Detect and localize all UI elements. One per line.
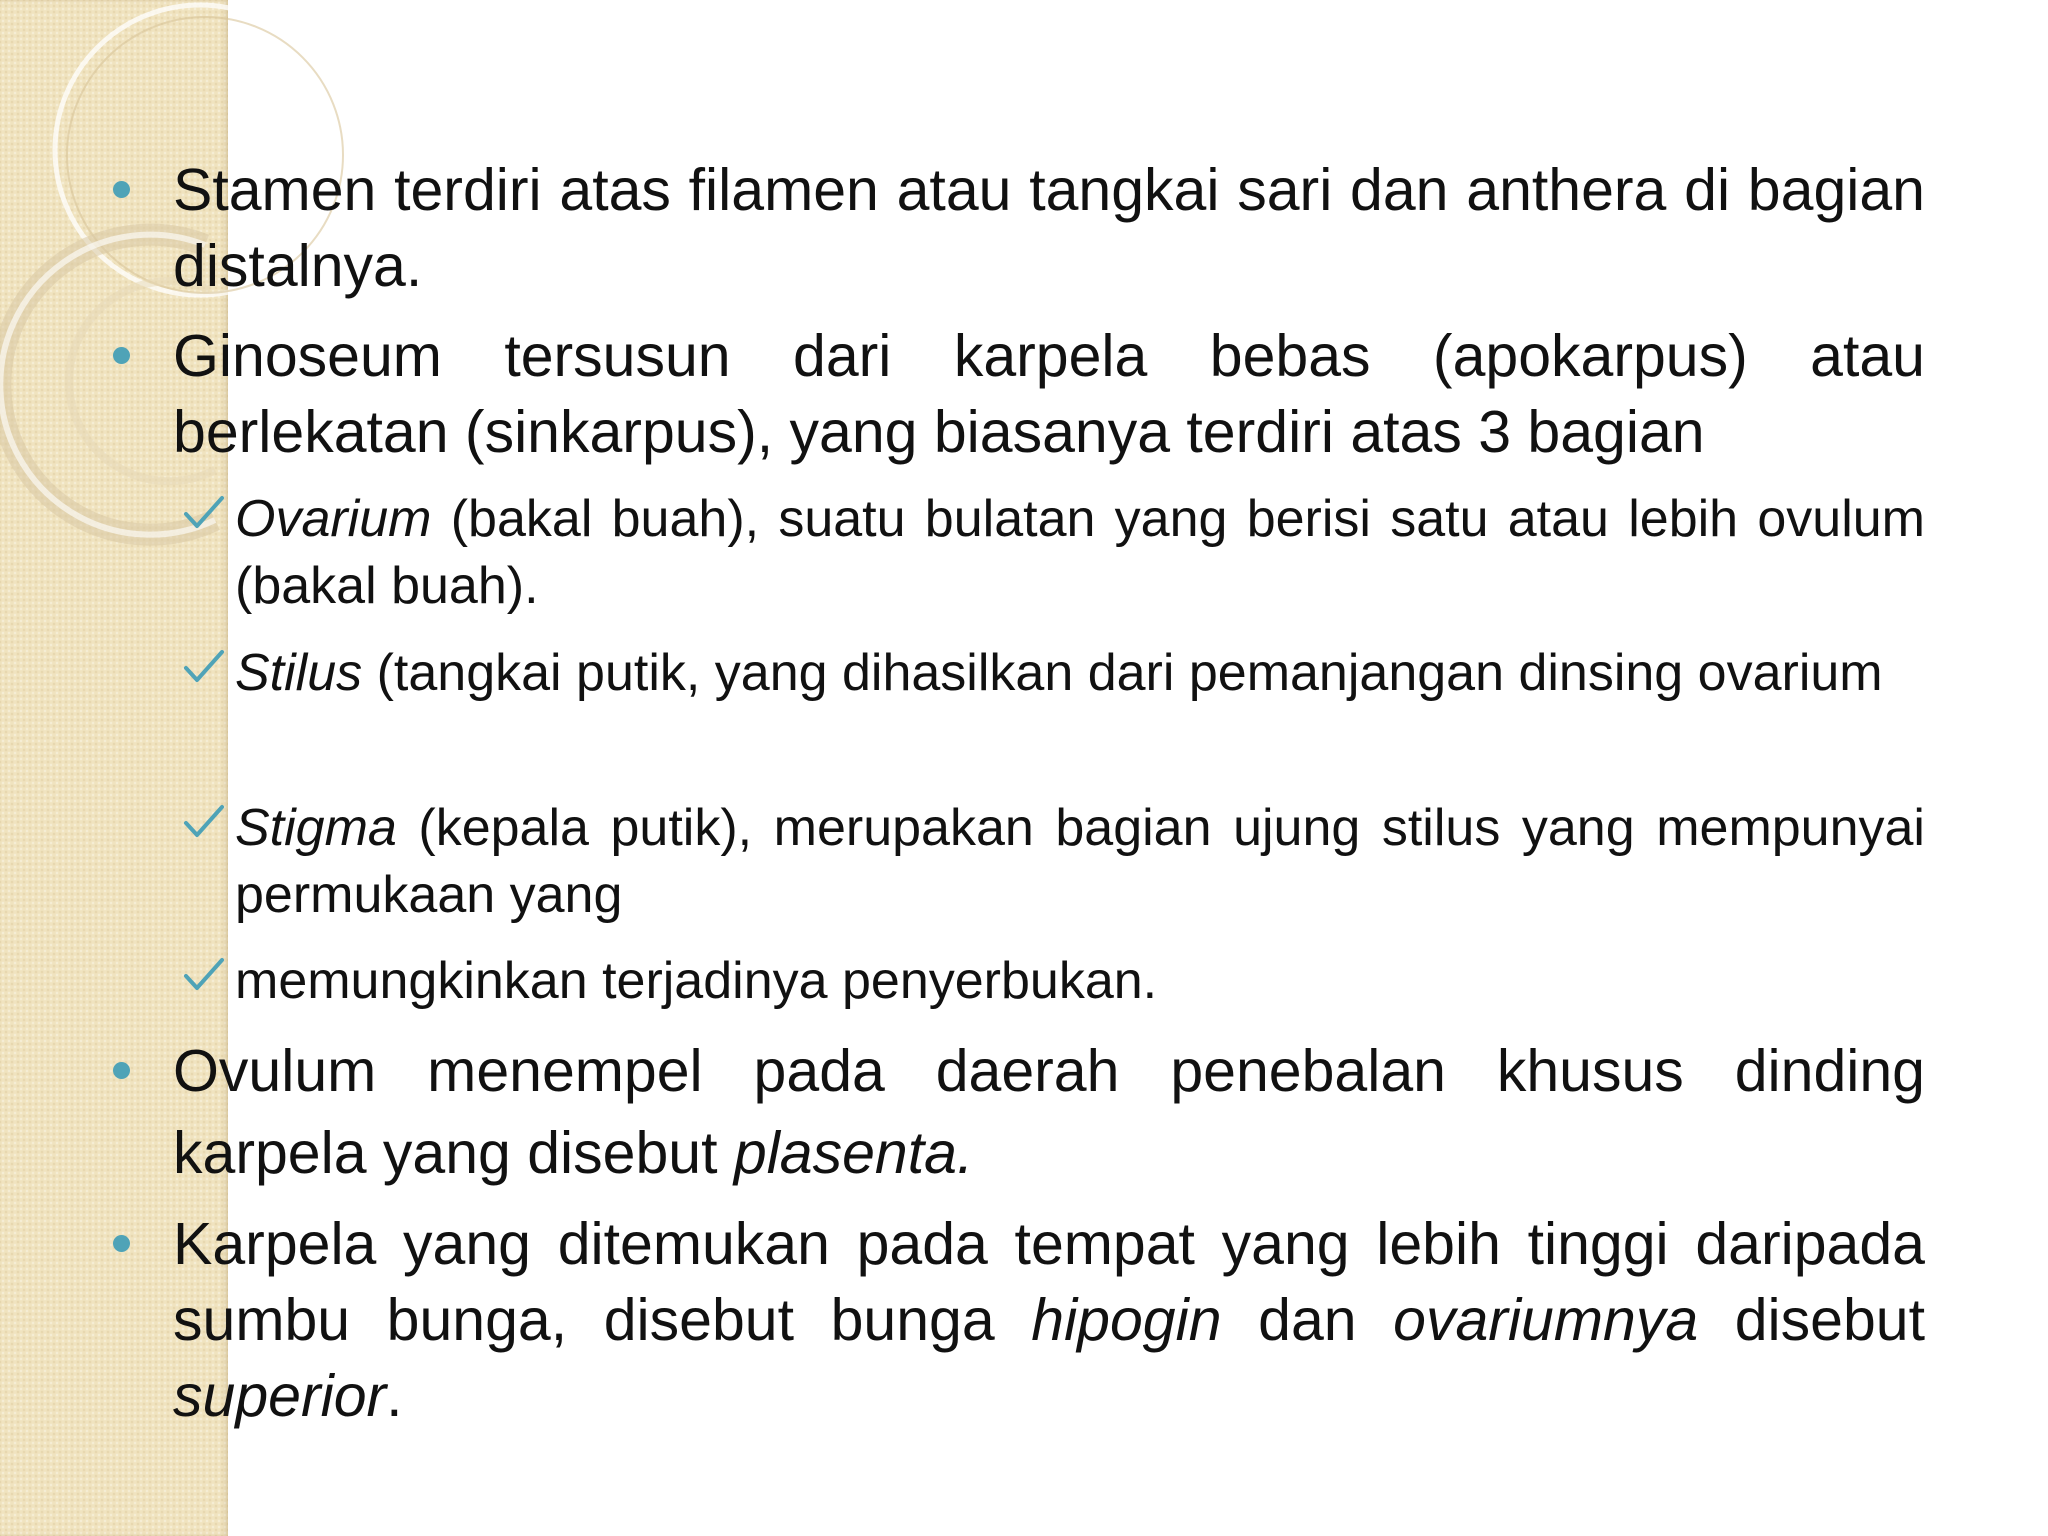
bullet-item-ovulum [173,1030,1925,1194]
sub-item-stilus [235,640,1925,707]
bullet-emphasis: plasenta. [733,1120,974,1186]
sub-item-text: (tangkai putik, yang dihasilkan dari pemanjangan dinsing ovarium [362,644,1883,702]
bullet-item-stamen [173,152,1925,304]
bullet-dot-icon [113,1062,130,1079]
sub-item-term: Stigma [235,799,397,857]
sub-item-stigma [235,795,1925,929]
sub-item-term: Ovarium [235,490,432,548]
bullet-text: Karpela yang ditemukan pada tempat yang lebih tinggi daripada sumbu bunga, disebut bunga [173,1211,1925,1353]
bullet-dot-icon [113,347,130,364]
bullet-emphasis: hipogin [1031,1287,1222,1353]
bullet-item-ginoseum [173,318,1925,470]
bullet-text: . [386,1363,403,1429]
sub-item-term: Stilus [235,644,363,702]
checkmark-icon [180,952,228,996]
bullet-emphasis: ovariumnya [1393,1287,1699,1353]
bullet-item-karpela [173,1206,1925,1434]
bullet-text: Stamen terdiri atas filamen atau tangkai sari dan anthera di bagian distalnya. [173,157,1925,299]
sub-item-ovarium [235,486,1925,620]
sub-item-text: (kepala putik), merupakan bagian ujung stilus yang mempunyai permukaan yang [235,799,1925,924]
checkmark-icon [180,644,228,688]
sub-item-penyerbukan [235,948,1925,1015]
checkmark-icon [180,799,228,843]
checkmark-icon [180,490,228,534]
bullet-text: Ovulum menempel pada daerah penebalan khusus dinding karpela yang disebut [173,1038,1925,1186]
bullet-emphasis: superior [173,1363,387,1429]
sub-item-text: (bakal buah), suatu bulatan yang berisi satu atau lebih ovulum (bakal buah). [235,490,1925,615]
bullet-text: disebut [1698,1287,1925,1353]
bullet-text: dan [1221,1287,1394,1353]
bullet-text: Ginoseum tersusun dari karpela bebas (apokarpus) atau berlekatan (sinkarpus), yang biasanya terdiri atas 3 bagian [173,323,1925,465]
bullet-dot-icon [113,181,130,198]
bullet-dot-icon [113,1235,130,1252]
sub-item-text: memungkinkan terjadinya penyerbukan. [235,952,1158,1010]
